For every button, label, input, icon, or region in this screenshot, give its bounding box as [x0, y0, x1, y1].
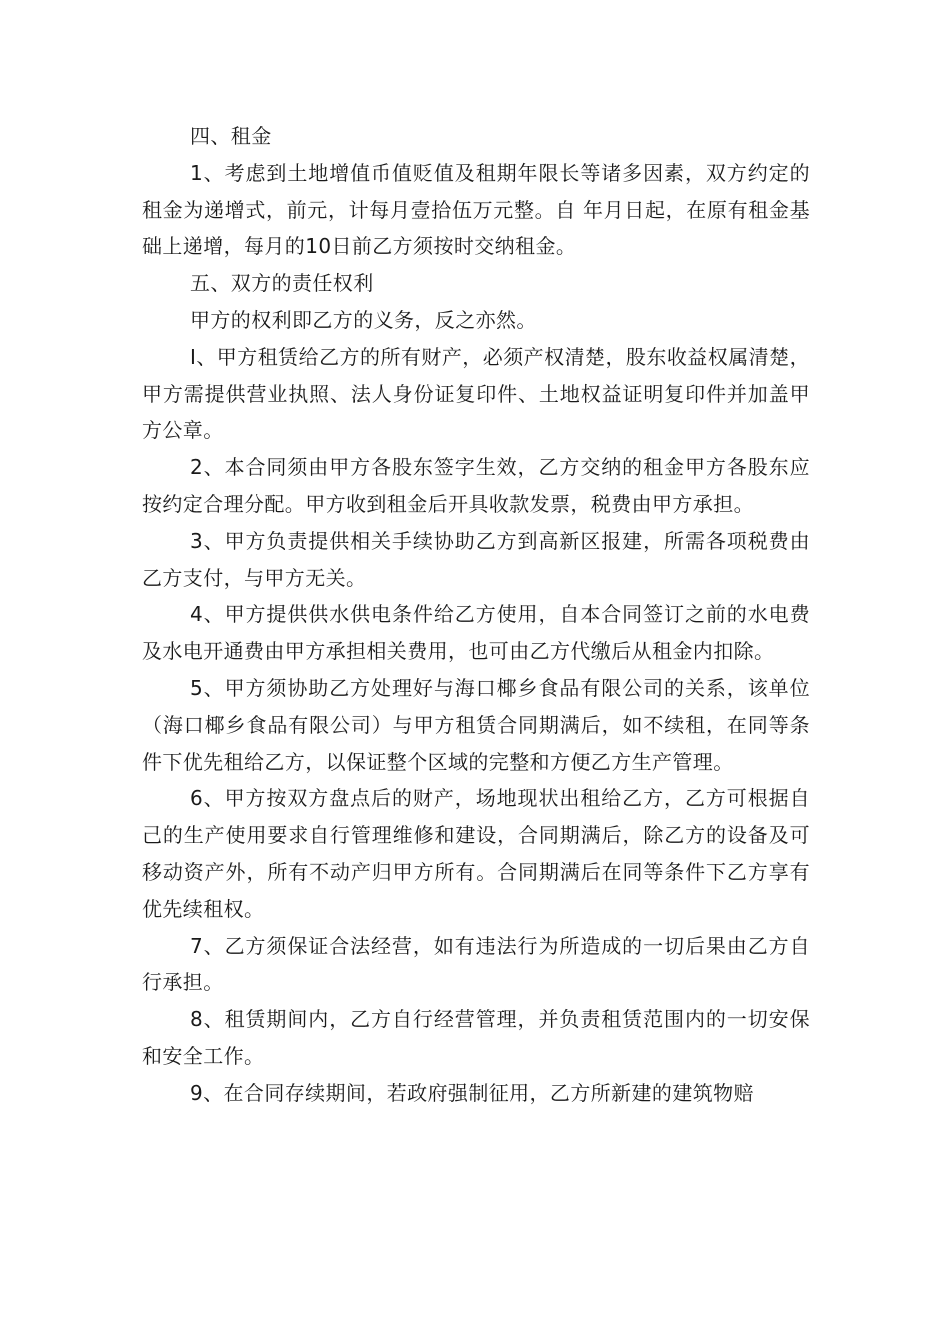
clause-9: 9、在合同存续期间，若政府强制征用，乙方所新建的建筑物赔 [190, 1080, 754, 1105]
clause-8: 8、租赁期间内，乙方自行经营管理，并负责租赁范围内的一切安保和安全工作。 [142, 1007, 810, 1068]
clause-4: 4、甲方提供供水供电条件给乙方使用，自本合同签订之前的水电费及水电开通费由甲方承担相关费用，也可由乙方代缴后从租金内扣除。 [142, 602, 810, 664]
clause-1: I、甲方租赁给乙方的所有财产，必须产权清楚，股东收益权属清楚，甲方需提供营业执照、法人身份证复印件、土地权益证明复印件并加盖甲方公章。 [142, 344, 810, 443]
clause-3: 3、甲方负责提供相关手续协助乙方到高新区报建，所需各项税费由乙方支付，与甲方无关。 [142, 528, 810, 590]
clause-7: 7、乙方须保证合法经营，如有违法行为所造成的一切后果由乙方自行承担。 [142, 933, 810, 995]
clause-6: 6、甲方按双方盘点后的财产，场地现状出租给乙方，乙方可根据自己的生产使用要求自行管理维修和建设，合同期满后，除乙方的设备及可移动资产外，所有不动产归甲方所有。合同期满后在同等条件下乙方享有优先续租权。 [142, 786, 810, 921]
clause-5: 5、甲方须协助乙方处理好与海口椰乡食品有限公司的关系，该单位（海口椰乡食品有限公司）与甲方租赁合同期满后，如不续租，在同等条件下优先租给乙方，以保证整个区域的完整和方便乙方生产管理。 [142, 675, 810, 774]
intro-paragraph: 甲方的权利即乙方的义务，反之亦然。 [190, 307, 537, 332]
clause-rent-1: 1、考虑到土地增值币值贬值及租期年限长等诸多因素，双方约定的租金为递增式，前元，计每月壹拾伍万元整。自 年月日起，在原有租金基础上递增，每月的10日前乙方须按时交纳租金。 [142, 160, 810, 259]
document-body [142, 118, 810, 1112]
section-heading-rent: 四、租金 [190, 124, 272, 148]
clause-2: 2、本合同须由甲方各股东签字生效，乙方交纳的租金甲方各股东应按约定合理分配。甲方收到租金后开具收款发票，税费由甲方承担。 [142, 455, 810, 516]
section-heading-responsibilities: 五、双方的责任权利 [190, 271, 374, 296]
